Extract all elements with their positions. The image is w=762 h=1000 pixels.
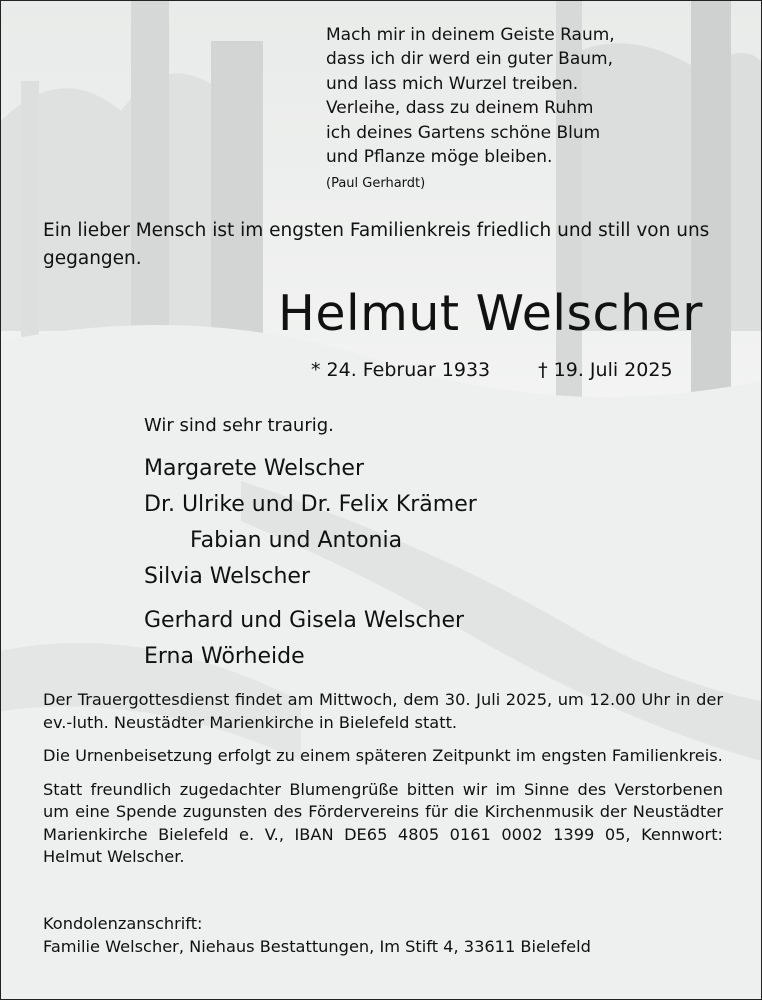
poem-line: ich deines Gartens schöne Blum — [326, 122, 601, 143]
death-date: † 19. Juli 2025 — [538, 359, 673, 381]
family-member: Fabian und Antonia — [190, 528, 403, 553]
mourning-phrase: Wir sind sehr traurig. — [144, 415, 334, 436]
birth-date: * 24. Februar 1933 — [311, 359, 491, 381]
condolence-address-line: Familie Welscher, Niehaus Bestattungen, Im Stift 4, 33611 Bielefeld — [43, 936, 591, 956]
poem-author: (Paul Gerhardt) — [326, 176, 426, 192]
family-member: Dr. Ulrike und Dr. Felix Krämer — [144, 492, 477, 517]
poem-line: dass ich dir werd ein guter Baum, — [326, 49, 613, 70]
family-member: Margarete Welscher — [144, 456, 365, 481]
family-list — [144, 451, 477, 675]
intro-text: Ein lieber Mensch ist im engsten Familienkreis friedlich und still von uns gegangen. — [43, 220, 710, 269]
poem-line: und lass mich Wurzel treiben. — [326, 73, 579, 94]
condolence-label: Kondolenzanschrift: — [43, 914, 203, 933]
urn-burial-notice: Die Urnenbeisetzung erfolgt zu einem späteren Zeitpunkt im engsten Familienkreis. — [43, 746, 723, 765]
family-member: Silvia Welscher — [144, 564, 310, 589]
deceased-name: Helmut Welscher — [278, 285, 703, 342]
poem — [326, 23, 615, 197]
condolence-address — [43, 913, 591, 958]
service-notices — [43, 689, 723, 880]
poem-line: Mach mir in deinem Geiste Raum, — [326, 25, 615, 45]
life-dates — [311, 359, 673, 381]
donation-notice: Statt freundlich zugedachter Blumengrüße bitten wir im Sinne des Verstorbenen um eine Spende zugunsten des Fördervereins für die Kirchenmusik der Neustädter Marienkirche Bielefeld e. V., IBAN DE65 4805 0161 0002 1399 05, Kennwort: Helmut Welscher. — [43, 779, 723, 866]
family-member: Gerhard und Gisela Welscher — [144, 608, 465, 633]
funeral-service-notice: Der Trauergottesdienst findet am Mittwoch, dem 30. Juli 2025, um 12.00 Uhr in der ev.-luth. Neustädter Marienkirche in Bielefeld statt. — [43, 690, 723, 732]
poem-line: Verleihe, dass zu deinem Ruhm — [326, 98, 594, 119]
family-member: Erna Wörheide — [144, 644, 305, 669]
poem-line: und Pflanze möge bleiben. — [326, 147, 553, 168]
